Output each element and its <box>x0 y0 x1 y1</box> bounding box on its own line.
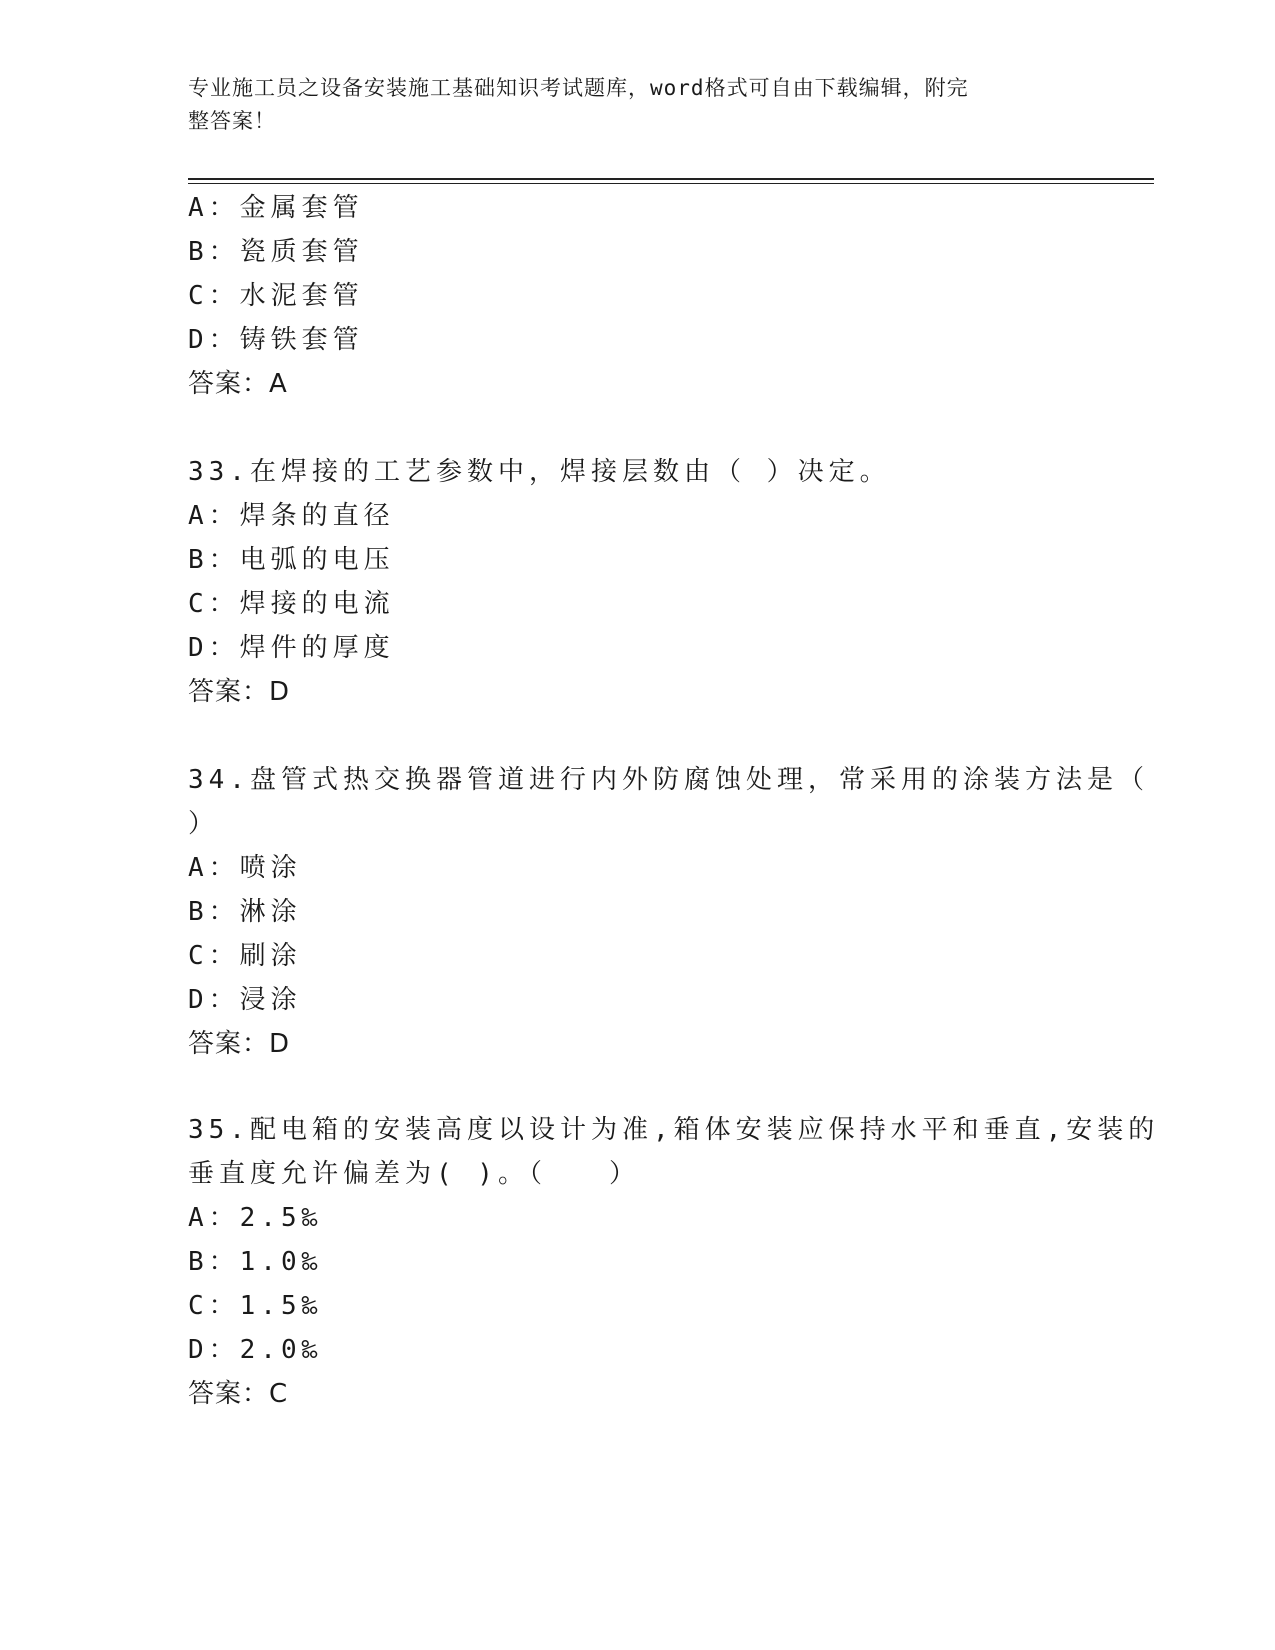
header-divider-thick <box>188 178 1154 180</box>
header-divider-thin <box>188 183 1154 184</box>
q35-option-c: C：1.5‰ <box>188 1291 323 1321</box>
q33-option-c: C：焊接的电流 <box>188 589 395 619</box>
header-line-1: 专业施工员之设备安装施工基础知识考试题库，word格式可自由下载编辑，附完 <box>188 76 969 100</box>
q32-option-a: A：金属套管 <box>188 193 364 223</box>
header-line-2: 整答案！ <box>188 109 276 133</box>
q35-stem-line-1: 35.配电箱的安装高度以设计为准,箱体安装应保持水平和垂直,安装的 <box>188 1115 1160 1145</box>
q32-option-d: D：铸铁套管 <box>188 325 364 355</box>
q35-option-d: D：2.0‰ <box>188 1335 323 1365</box>
q32-option-c: C：水泥套管 <box>188 281 364 311</box>
q34-option-b: B：淋涂 <box>188 897 302 927</box>
q34-option-d: D：浸涂 <box>188 985 302 1015</box>
q35-option-b: B：1.0‰ <box>188 1247 323 1277</box>
q34-option-a: A：喷涂 <box>188 853 302 883</box>
q35-answer: 答案：C <box>188 1379 289 1409</box>
q34-answer: 答案：D <box>188 1029 291 1059</box>
q33-option-b: B：电弧的电压 <box>188 545 395 575</box>
q33-stem: 33.在焊接的工艺参数中，焊接层数由（ ）决定。 <box>188 457 891 487</box>
q35-option-a: A：2.5‰ <box>188 1203 323 1233</box>
q33-option-d: D：焊件的厚度 <box>188 633 395 663</box>
q32-option-b: B：瓷质套管 <box>188 237 364 267</box>
q34-option-c: C：刷涂 <box>188 941 302 971</box>
q33-option-a: A：焊条的直径 <box>188 501 395 531</box>
q35-stem-line-2: 垂直度允许偏差为( )。（ ） <box>188 1159 640 1189</box>
q32-answer: 答案：A <box>188 369 288 399</box>
document-header <box>188 72 1088 138</box>
q33-answer: 答案：D <box>188 677 291 707</box>
q34-stem-line-2: ） <box>188 809 220 839</box>
q34-stem-line-1: 34.盘管式热交换器管道进行内外防腐蚀处理，常采用的涂装方法是（ <box>188 765 1149 795</box>
